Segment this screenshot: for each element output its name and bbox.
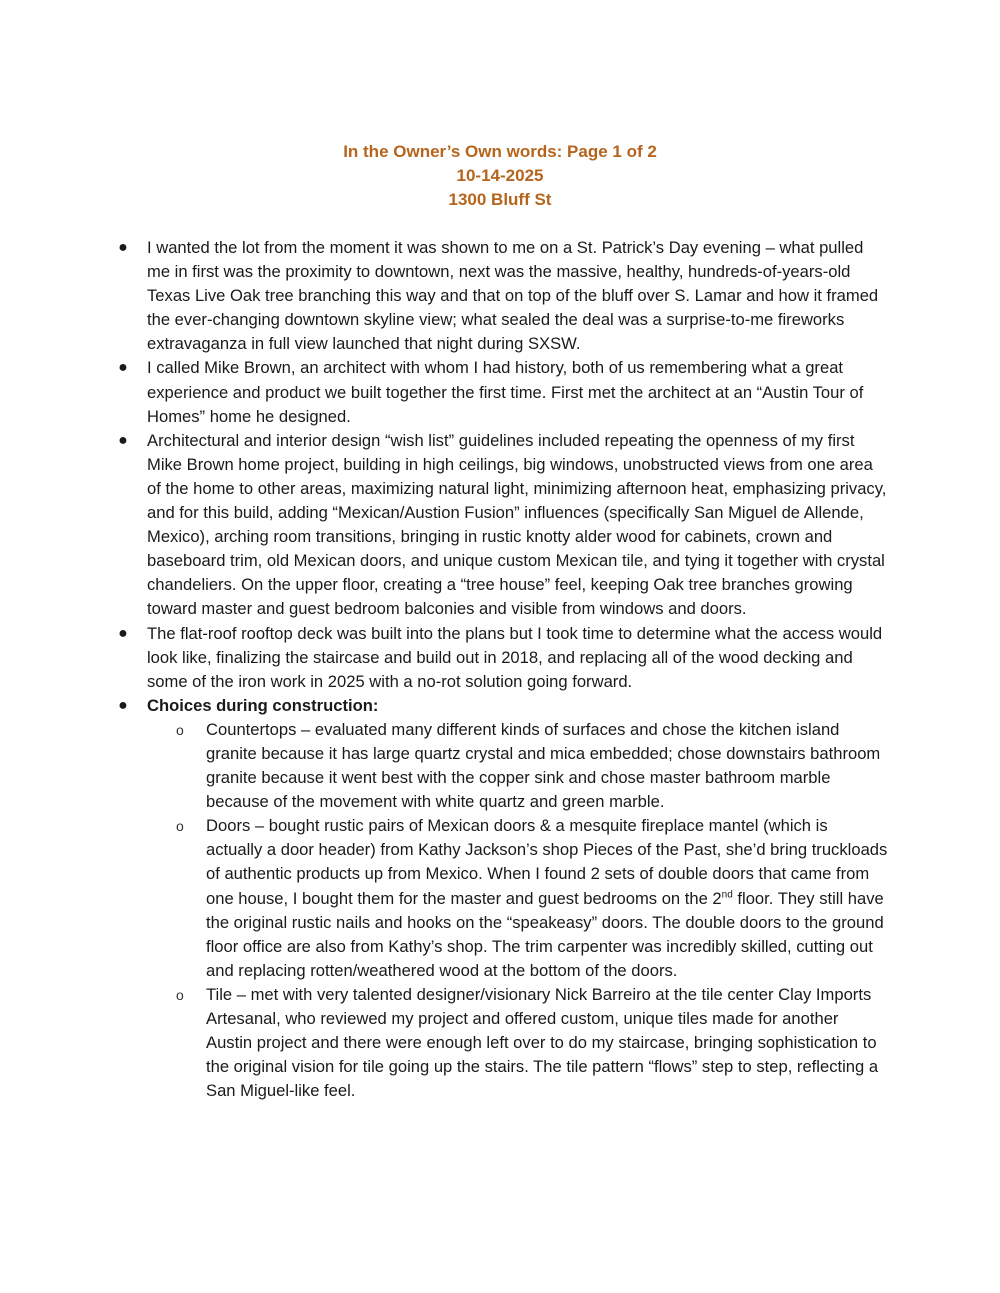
bullet-icon: ● <box>118 359 128 377</box>
bullet-item-rooftop-deck <box>118 622 888 694</box>
bullet-icon: ● <box>118 696 128 714</box>
bullet-text: I called Mike Brown, an architect with whom I had history, both of us remembering what a great experience and product we built together the first time. First met the architect at an “Austin Tour of Homes” home he designed. <box>147 358 864 426</box>
bullet-item-lot <box>118 236 888 356</box>
bullet-text: I wanted the lot from the moment it was shown to me on a St. Patrick’s Day evening – what pulled me in first was the proximity to downtown, next was the massive, healthy, hundreds-of-years-old Texas Live Oak tree branching this way and that on top of the bluff over S. Lamar and how it framed the ever-changing downtown skyline view; what sealed the deal was a surprise-to-me fireworks extravaganza in full view launched that night during SXSW. <box>147 238 879 354</box>
sub-bullet-icon: o <box>176 721 184 738</box>
bullet-item-architect <box>118 356 888 428</box>
bullet-icon: ● <box>118 624 128 642</box>
sub-item-text <box>206 816 887 980</box>
document-date: 10-14-2025 <box>456 166 544 185</box>
bullet-item-design-wishlist <box>118 429 888 622</box>
bullet-icon: ● <box>118 431 128 449</box>
doors-text-part2: floor. They still have the original rustic nails and hooks on the “speakeasy” doors. The double doors to the ground floor office are also from Kathy’s shop. The trim carpenter was incredibly skilled, cutting out and replacing rotten/weathered wood at the bottom of the doors. <box>206 888 884 980</box>
document-address: 1300 Bluff St <box>448 190 552 209</box>
sub-bullet-icon: o <box>176 818 184 835</box>
sub-item-text: Tile – met with very talented designer/visionary Nick Barreiro at the tile center Clay Imports Artesanal, who reviewed my project and offered custom, unique tiles made for another Austin project and there were enough left over to do my staircase, bringing sophistication to the original vision for tile going up the stairs. The tile pattern “flows” step to step, reflecting a San Miguel-like feel. <box>206 984 879 1101</box>
bullet-icon: ● <box>118 239 128 256</box>
sub-item-text: Countertops – evaluated many different kinds of surfaces and chose the kitchen island granite because it has large quartz crystal and mica embedded; chose downstairs bathroom granite because it went best with the copper sink and chose master bathroom marble because of the movement with white quartz and green marble. <box>206 719 881 812</box>
document-title: In the Owner’s Own words: Page 1 of 2 <box>343 142 657 161</box>
sub-bullet-icon: o <box>176 986 184 1003</box>
sub-item-countertops <box>176 718 888 814</box>
doors-superscript: nd <box>721 889 733 900</box>
choices-heading: Choices during construction: <box>147 695 379 715</box>
choices-sub-list <box>118 718 888 1104</box>
document-body <box>118 236 888 1103</box>
sub-item-doors <box>176 814 888 983</box>
bullet-text: The flat-roof rooftop deck was built into the plans but I took time to determine what the access would look like, finalizing the staircase and build out in 2018, and replacing all of the wood decking and some of the iron work in 2025 with a no-rot solution going forward. <box>147 623 883 691</box>
bullet-text: Architectural and interior design “wish list” guidelines included repeating the openness of my first Mike Brown home project, building in high ceilings, big windows, unobstructed views from one area of the home to other areas, maximizing natural light, minimizing afternoon heat, emphasizing privacy, and for this build, adding “Mexican/Austion Fusion” influences (specifically San Miguel de Allende, Mexico), arching room transitions, bringing in rustic knotty alder wood for cabinets, crown and baseboard trim, old Mexican doors, and unique custom Mexican tile, and tying it together with crystal chandeliers. On the upper floor, creating a “tree house” feel, keeping Oak tree branches growing toward master and guest bedroom balconies and visible from windows and doors. <box>147 430 887 619</box>
sub-item-tile <box>176 983 888 1103</box>
doors-text-part1: Doors – bought rustic pairs of Mexican doors & a mesquite fireplace mantel (which is actually a door header) from Kathy Jackson’s shop Pieces of the Past, she’d bring truckloads of authentic products up from Mexico. When I found 2 sets of double doors that came from one house, I bought them for the master and guest bedrooms on the 2 <box>206 816 888 908</box>
document-header <box>0 140 1000 212</box>
bullet-item-choices <box>118 694 888 718</box>
